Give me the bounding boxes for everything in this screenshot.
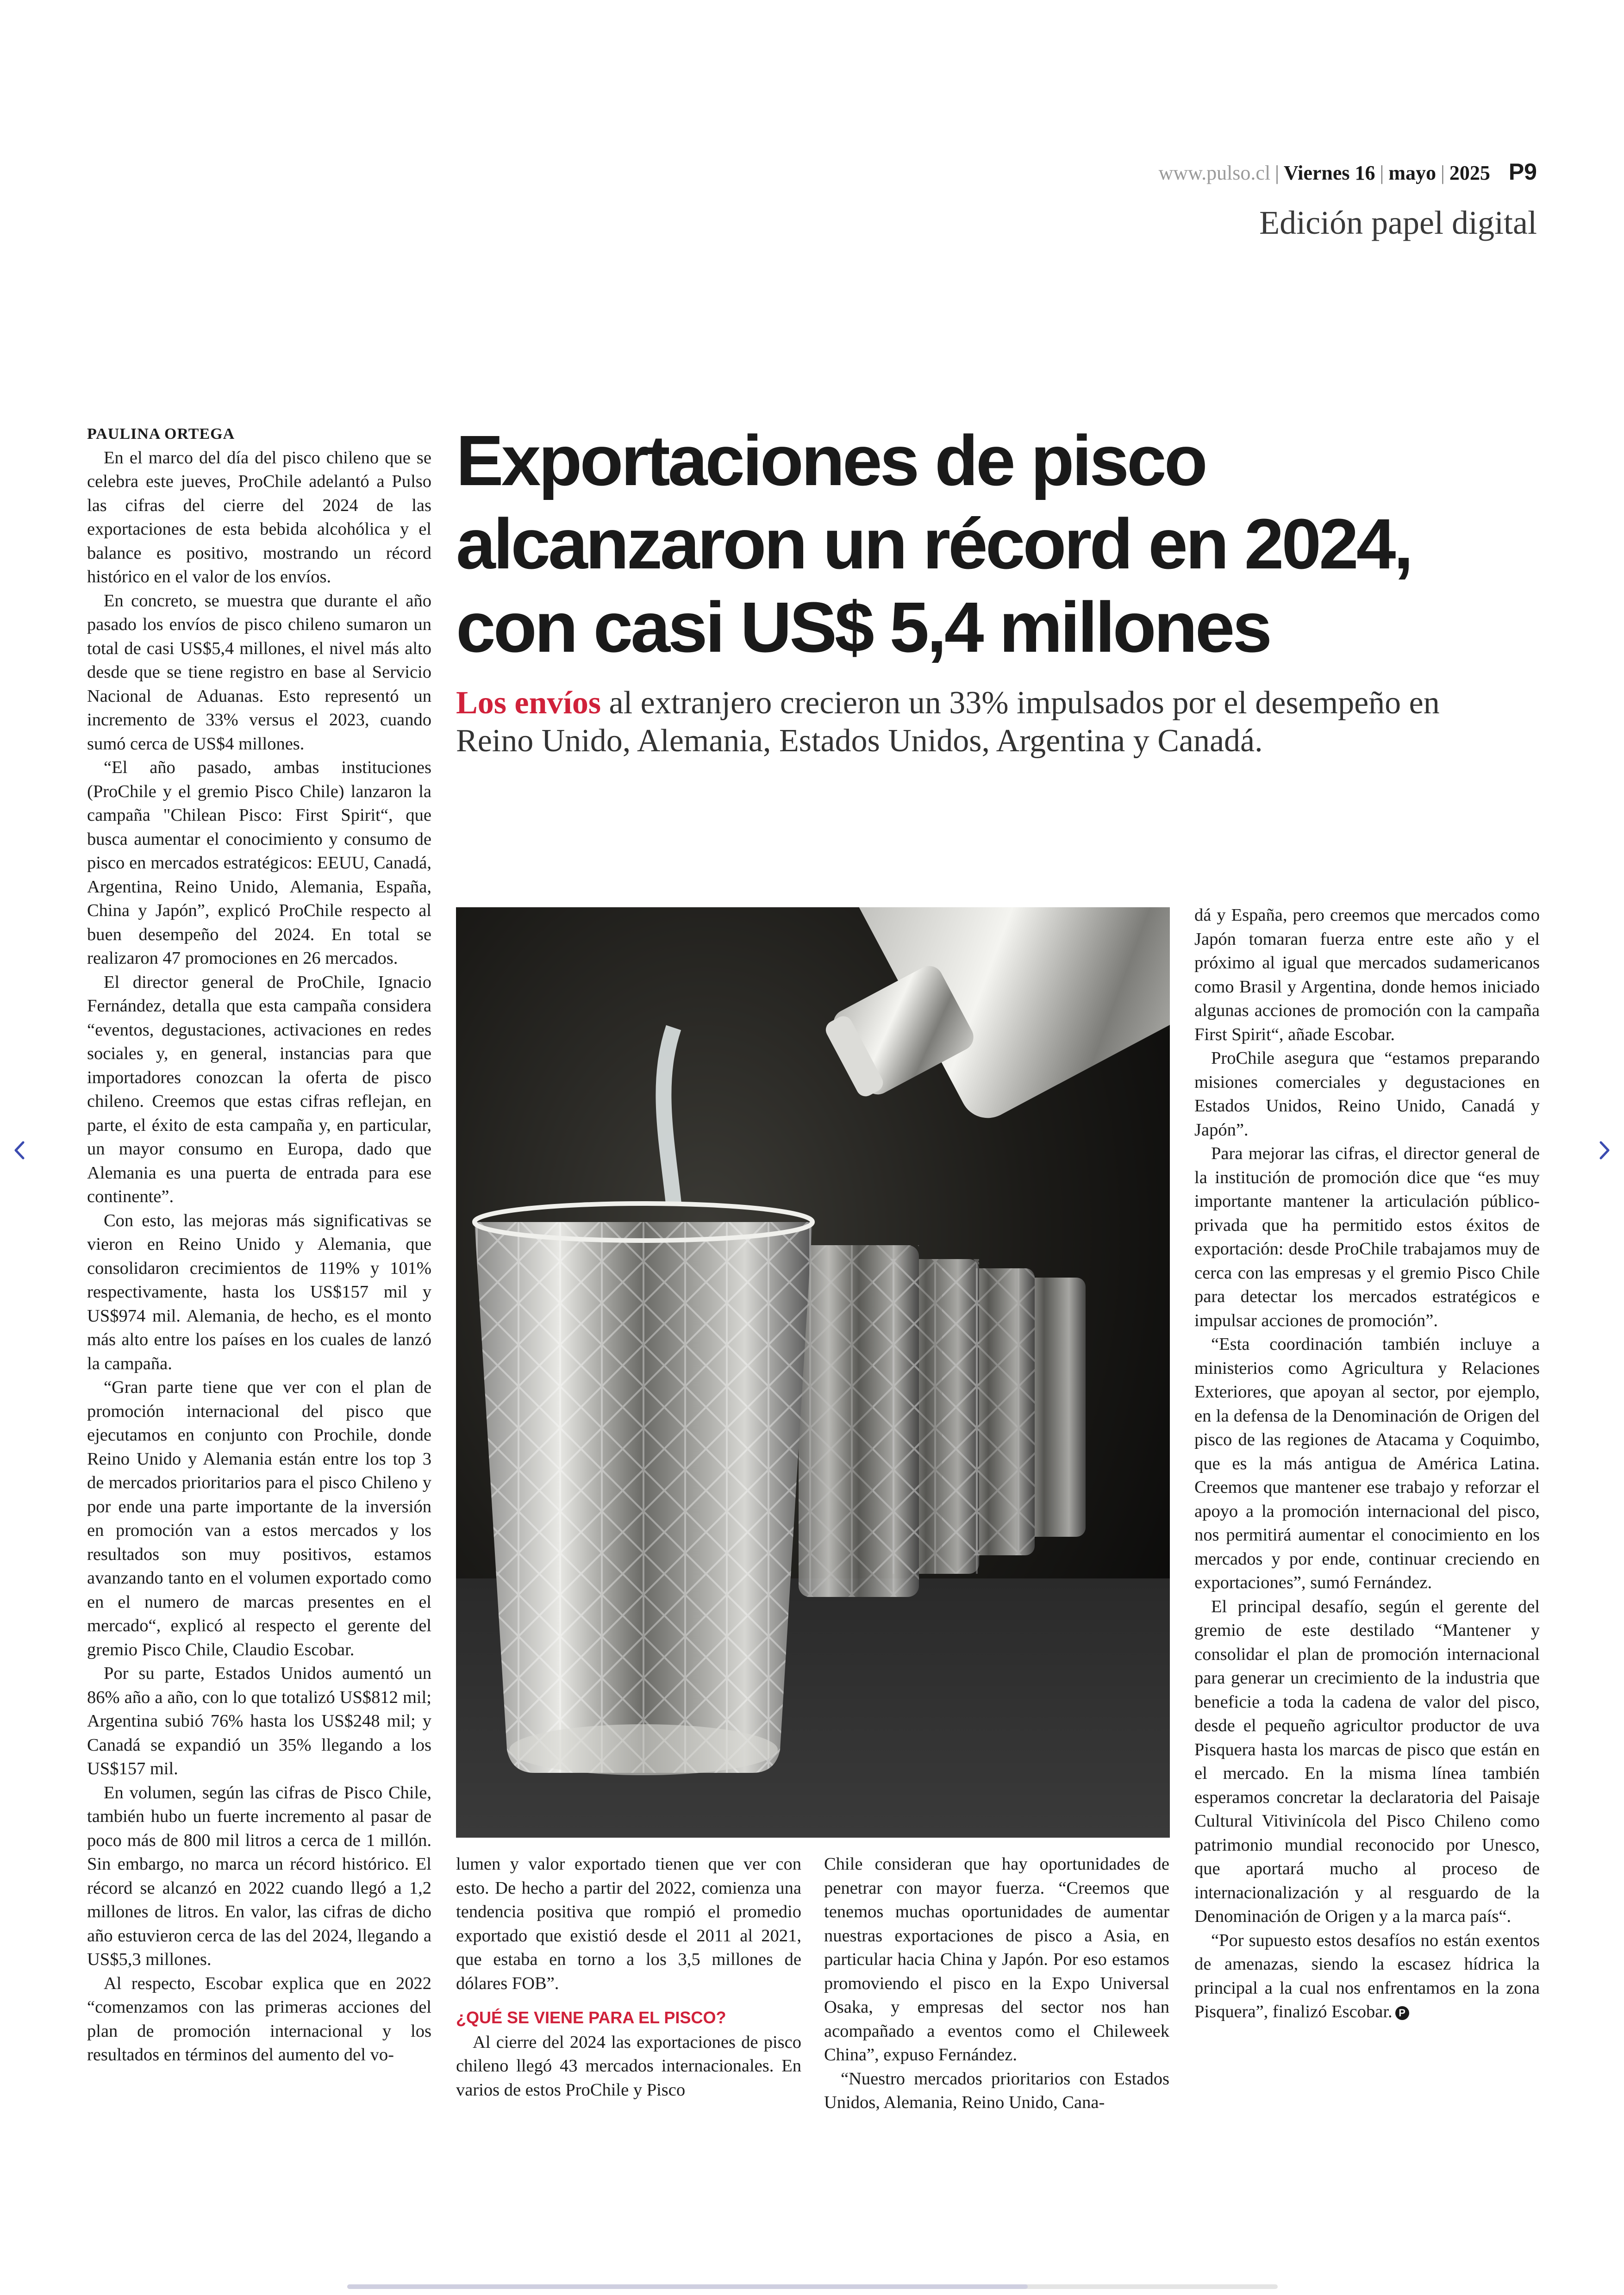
article-deck [456, 684, 1502, 760]
paragraph: Para mejorar las cifras, el director general de la institución de promoción dice que “es muy importante mantener la articulación público-privada que ha permitido estos éxitos de exportación: desde ProChile trabajamos muy de cerca con las empresas y el gremio Pisco Chile para detectar los mercados estratégicos e impulsar acciones de promoción”. [1194, 1144, 1540, 1330]
end-mark-icon: P [1395, 2006, 1409, 2020]
site-url[interactable]: www.pulso.cl [1158, 162, 1271, 184]
paragraph: Al cierre del 2024 las exportaciones de pisco chileno llegó 43 mercados internacionales. En varios de estos ProChile y Pisco [456, 2032, 801, 2100]
paragraph: “El año pasado, ambas instituciones (ProChile y el gremio Pisco Chile) lanzaron la campaña "Chilean Pisco: First Spirit“, que busca aumentar el conocimiento y consumo de pisco en mercados estratégicos: EEUU, Canadá, Argentina, Reino Unido, Alemania, España, China y Japón”, explicó ProChile respecto al buen desempeño del 2024. En total se realizaron 47 promociones en 26 mercados. [87, 758, 431, 968]
paragraph: “Gran parte tiene que ver con el plan de promoción internacional del pisco que ejecutamos en conjunto con Prochile, donde Reino Unido y Alemania están entre los top 3 de mercados prioritarios para el pisco Chileno y por ende una parte importante de la inversión en promoción van a estos mercados y los resultados son muy positivos, estamos avanzando tanto en el volumen exportado como en el numero de marcas presentes en el mercado“, explicó al respecto el gerente del gremio Pisco Chile, Claudio Escobar. [87, 1378, 431, 1659]
page-number: P9 [1508, 159, 1537, 185]
paragraph: Por su parte, Estados Unidos aumentó un 86% año a año, con lo que totalizó US$812 mil; Argentina subió 76% hasta los US$248 mil; y Canadá se expandió un 35% llegando a los US$157 mil. [87, 1664, 431, 1778]
paragraph: El director general de ProChile, Ignacio Fernández, detalla que esta campaña considera “eventos, degustaciones, activaciones en redes sociales y, en general, instancias para que importadores conozcan la oferta de pisco chileno. Creemos que estas cifras reflejan, en parte, el éxito de esta campaña y, en particular, un mayor consumo en Europa, dado que Alemania es una puerta de entrada para ese continente”. [87, 972, 431, 1206]
article-column-1 [87, 422, 431, 2067]
horizontal-scrollbar[interactable] [347, 2284, 1278, 2289]
article-column-2 [456, 1852, 801, 2102]
header-year: 2025 [1449, 162, 1490, 184]
paragraph: Con esto, las mejoras más significativas se vieron en Reino Unido y Alemania, que consolidaron crecimientos de 119% y 101% respectivamente, hasta los US$157 mil y US$974 mil. Alemania, de hecho, es el monto más alto entre los países en los cuales de lanzó la campaña. [87, 1210, 431, 1373]
paragraph: Chile consideran que hay oportunidades de penetrar con mayor fuerza. “Creemos que tenemos muchas oportunidades de aumentar nuestras exportaciones de pisco a Asia, en particular hacia China y Japón. Por eso estamos promoviendo el pisco en la Expo Universal Osaka, y empresas del sector nos han acompañado a eventos como el Chileweek China”, expuso Fernández. [824, 1854, 1169, 2064]
paragraph: El principal desafío, según el gerente del gremio de este destilado “Mantener y consolidar el plan de promoción internacional para generar un crecimiento de la industria que beneficie a toda la cadena de valor del pisco, desde el pequeño agricultor productor de uva Pisquera hasta los marcas de pisco que están en el mercado. En la misma línea también esperamos concretar la declaratoria del Paisaje Cultural Vitivinícola del Pisco Chileno como patrimonio mundial reconocido por Unesco, que aportará mucho al proceso de internacionalización y al resguardo de la Denominación de Origen y a la marca país“. [1194, 1597, 1540, 1926]
deck-kicker: Los envíos [456, 685, 601, 721]
article-column-3 [824, 1852, 1169, 2115]
paragraph: Al respecto, Escobar explica que en 2022 “comenzamos con las primeras acciones del plan de promoción internacional y los resultados en términos del aumento del vo- [87, 1973, 431, 2064]
paragraph: En el marco del día del pisco chileno que se celebra este jueves, ProChile adelantó a Pulso las cifras del cierre del 2024 de las exportaciones de esta bebida alcohólica y el balance es positivo, mostrando un récord histórico en el valor de los envíos. [87, 448, 431, 586]
pisco-glasses-photo [456, 907, 1170, 1838]
title-line: Exportaciones de pisco [456, 421, 1206, 500]
page-header: www.pulso.cl | Viernes 16 | mayo | 2025 P9 [1158, 159, 1537, 185]
scrollbar-thumb[interactable] [347, 2284, 1028, 2289]
byline: PAULINA ORTEGA [87, 425, 235, 443]
paragraph: En volumen, según las cifras de Pisco Chile, también hubo un fuerte incremento al pasar de poco más de 800 mil litros a cerca de 1 millón. Sin embargo, no marca un récord histórico. El récord se alcanzó en 2022 cuando llegó a 1,2 millones de litros. En valor, las cifras de dicho año estuvieron cerca de las del 2024, llegando a US$5,3 millones. [87, 1783, 431, 1969]
previous-page-icon[interactable] [8, 1139, 31, 1162]
edition-label: Edición papel digital [1259, 204, 1537, 241]
paragraph: dá y España, pero creemos que mercados como Japón tomaran fuerza entre este año y el próximo al igual que mercados sudamericanos como Brasil y Argentina, donde hemos iniciado algunas acciones de promoción con la campaña First Spirit“, añade Escobar. [1194, 905, 1540, 1044]
paragraph: “Nuestro mercados prioritarios con Estados Unidos, Alemania, Reino Unido, Cana- [824, 2069, 1169, 2112]
paragraph: lumen y valor exportado tienen que ver con esto. De hecho a partir del 2022, comienza una tendencia positiva que rompió el promedio exportado que existió desde el 2011 al 2021, que estaba en torno a los 3,5 millones de dólares FOB”. [456, 1854, 801, 1993]
paragraph: En concreto, se muestra que durante el año pasado los envíos de pisco chileno sumaron un total de casi US$5,4 millones, el nivel más alto desde que se tiene registro en base al Servicio Nacional de Aduanas. Esto representó un incremento de 33% versus el 2023, cuando sumó cerca de US$4 millones. [87, 591, 431, 754]
header-month: mayo [1388, 162, 1437, 184]
paragraph: “Esta coordinación también incluye a ministerios como Agricultura y Relaciones Exteriores, que apoyan al sector, por ejemplo, en la defensa de la Denominación de Origen del pisco de las regiones de Atacama y Coquimbo, que es la más antigua de América Latina. Creemos que mantener ese trabajo y reforzar el apoyo a la promoción internacional del pisco, nos permitirá aumentar el conocimiento en los mercados y por ende, continuar creciendo en exportaciones”, sumó Fernández. [1194, 1335, 1540, 1592]
title-line: alcanzaron un récord en 2024, [456, 504, 1412, 584]
paragraph [1194, 1929, 1540, 2024]
section-subhead: ¿QUÉ SE VIENE PARA EL PISCO? [456, 2008, 726, 2027]
header-day: Viernes 16 [1283, 162, 1375, 184]
deck-text: al extranjero crecieron un 33% impulsados por el desempeño en Reino Unido, Alemania, Estados Unidos, Argentina y Canadá. [456, 685, 1440, 759]
title-line: con casi US$ 5,4 millones [456, 587, 1270, 667]
paragraph: ProChile asegura que “estamos preparando misiones comerciales y degustaciones en Estados Unidos, Reino Unido, Canadá y Japón”. [1194, 1048, 1540, 1140]
article-column-4 [1194, 904, 1540, 2024]
final-paragraph-text: “Por supuesto estos desafíos no están exentos de amenazas, siendo la escasez hídrica la principal a la cual nos enfrentamos en la zona Pisquera”, finalizó Escobar. [1194, 1930, 1540, 2021]
next-page-icon[interactable] [1593, 1139, 1616, 1162]
article-title [456, 419, 1493, 669]
